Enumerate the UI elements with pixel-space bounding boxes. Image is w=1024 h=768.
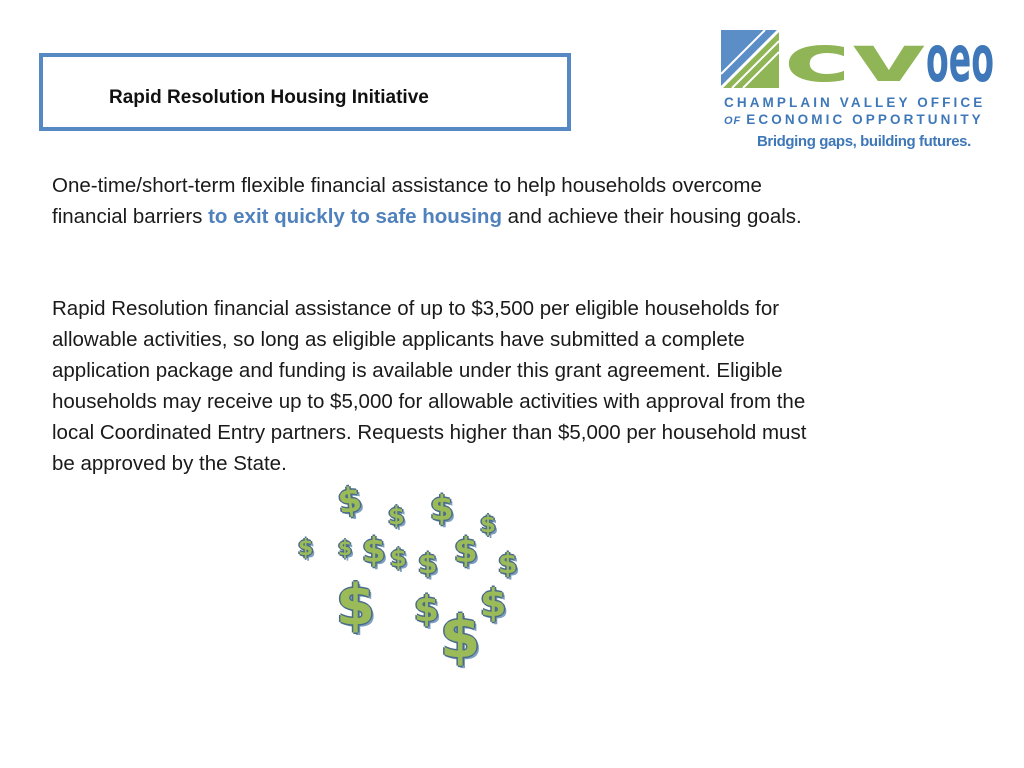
logo-tagline: Bridging gaps, building futures.: [757, 133, 971, 150]
paragraph-1-start: One-time/short-term flexible financial assistance to help households overcome financial barriers: [52, 174, 762, 228]
dollar-sign-icon: $: [390, 544, 407, 572]
logo-of: OF: [724, 115, 742, 127]
logo-wordmark-oeo: oeo: [926, 26, 994, 92]
logo-org-line1: CHAMPLAIN VALLEY OFFICE: [724, 95, 986, 110]
slide-title: Rapid Resolution Housing Initiative: [109, 87, 429, 108]
dollar-sign-icon: $: [498, 547, 518, 580]
paragraph-2: Rapid Resolution financial assistance of up to $3,500 per eligible households for allowable activities, so long as eligible applicants have submitted a complete application package and funding is available under this grant agreement. Eligible households may receive up to $5,000 for allowable activities with approval from the local Coordinated Entry partners. Requests higher than $5,000 per household must be approved by the State.: [52, 297, 807, 475]
logo-org-line2-text: ECONOMIC OPPORTUNITY: [746, 112, 984, 127]
dollar-sign-icon: $: [454, 531, 478, 571]
dollar-sign-icon: $: [362, 531, 386, 571]
logo-wordmark-cv: cv: [784, 26, 926, 92]
dollar-sign-icon: $: [480, 512, 497, 538]
dollar-sign-icon: $: [388, 502, 405, 530]
dollar-sign-icon: $: [480, 581, 507, 625]
dollar-sign-icon: $: [298, 536, 314, 561]
dollar-sign-icon: $: [335, 479, 365, 523]
cvoeo-logo: [718, 26, 998, 154]
dollar-sign-icon: $: [440, 603, 481, 671]
dollar-sign-icon: $: [418, 547, 438, 580]
cvoeo-logo-mark: [718, 26, 998, 92]
paragraph-1-highlight: to exit quickly to safe housing: [208, 205, 502, 228]
dollar-signs-graphic: [290, 478, 530, 678]
dollar-sign-icon: $: [414, 589, 440, 630]
title-box: [39, 53, 571, 131]
logo-org-line2: [724, 112, 984, 127]
dollar-sign-icon: $: [338, 536, 352, 560]
paragraph-1-end: and achieve their housing goals.: [501, 205, 802, 228]
paragraph-1: [52, 170, 812, 232]
dollar-sign-icon: $: [336, 573, 375, 638]
dollar-sign-icon: $: [430, 489, 454, 529]
